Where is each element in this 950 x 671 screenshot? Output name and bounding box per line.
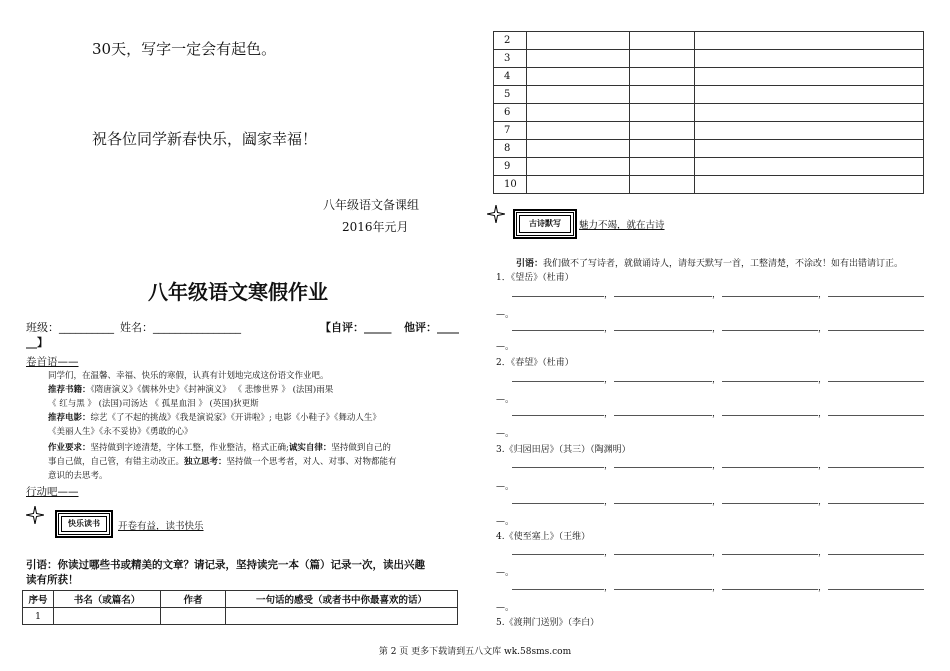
row-title-cell[interactable] [527,32,630,50]
section-caption-reading: 开卷有益，读书快乐 [118,521,204,532]
col-index: 序号 [23,591,54,608]
row-title-cell[interactable] [527,158,630,176]
poetry-guide-label: 引语： [516,259,544,269]
row-feeling-cell[interactable] [695,32,924,50]
answer-line[interactable]: ， ， ， [512,285,924,297]
row-title-cell[interactable] [527,86,630,104]
section-badge-poetry: 古诗默写 [516,212,574,236]
col-title: 书名（或篇名） [54,591,161,608]
answer-line[interactable]: ， ， ， [512,543,924,555]
requirements-line-2 [48,455,397,469]
page-title: 八年级语文寒假作业 [148,280,328,304]
row-index: 3 [494,50,527,68]
row-author-cell[interactable] [630,176,695,194]
action-heading: 行动吧—— [26,486,79,498]
reading-guide: 引语：你读过哪些书或精美的文章？请记录，坚持读完一本（篇）记录一次，读出兴趣 [26,559,425,571]
reading-guide-2: 读有所获！ [26,574,79,586]
row-index: 5 [494,86,527,104]
author-group: 八年级语文备课组 [323,198,420,212]
peer-eval-end: __】 [26,336,48,349]
section-caption-poetry: 魅力不竭，就在古诗 [579,220,665,231]
table-row [494,176,924,194]
poem-title-5: 5.《渡荆门送别》（李白） [496,618,600,628]
row-title-cell[interactable] [54,608,161,625]
row-title-cell[interactable] [527,68,630,86]
table-row [494,50,924,68]
answer-tail: —。 [496,568,515,578]
row-feeling-cell[interactable] [695,158,924,176]
answer-line[interactable]: ， ， ， [512,456,924,468]
books-text: 《隋唐演义》《儒林外史》《封神演义》 《 悲惨世界 》 (法国)雨果 [90,385,334,395]
table-row [23,608,458,625]
honest-text: 坚持做到自己的 [331,443,391,453]
row-feeling-cell[interactable] [695,104,924,122]
think-label: 独立思考： [184,457,227,467]
row-index: 6 [494,104,527,122]
answer-line[interactable]: ， ， ， [512,404,924,416]
answer-tail: —。 [496,342,515,352]
sparkle-icon [487,205,505,223]
row-title-cell[interactable] [527,104,630,122]
table-row [494,158,924,176]
row-index: 9 [494,158,527,176]
row-index: 1 [23,608,54,625]
sparkle-icon [26,506,44,524]
row-title-cell[interactable] [527,176,630,194]
row-index: 8 [494,140,527,158]
movies-text: 综艺《了不起的挑战》《我是演说家》《开讲啦》; 电影《小鞋子》《舞动人生》 [90,413,381,423]
table-row [494,68,924,86]
books-line [48,383,333,397]
poem-title-3: 3.《归园田居》（其三）（陶渊明） [496,445,631,455]
req-text-2b: 坚持做一个思考者，对人、对事、对物都能有 [226,457,397,467]
reading-log-table-continued [493,31,924,194]
table-row [494,86,924,104]
table-row [494,32,924,50]
row-author-cell[interactable] [630,140,695,158]
row-author-cell[interactable] [630,158,695,176]
poem-title-1: 1．《望岳》（杜甫） [496,273,574,283]
class-field[interactable]: 班级：__________ [26,321,114,334]
answer-tail: —。 [496,603,515,613]
requirements-line-3: 意识的去思考。 [48,471,108,481]
author-date: 2016年元月 [342,220,409,234]
page-footer: 第 2 页 更多下载请到五八文库 wk.58sms.com [378,647,572,657]
answer-tail: —。 [496,395,515,405]
col-author: 作者 [161,591,226,608]
books-text-2: 《 红与黑 》 (法国)司汤达 《 孤星血泪 》 (英国)狄更斯 [48,399,259,409]
reading-log-table [22,590,458,625]
row-index: 2 [494,32,527,50]
table-row [494,140,924,158]
requirements-line [48,441,391,455]
table-row [494,122,924,140]
col-feeling: 一句话的感受（或者书中你最喜欢的话） [226,591,458,608]
answer-line[interactable]: ， ， ， [512,370,924,382]
movies-text-2: 《美丽人生》《永不妥协》《勇敢的心》 [48,427,193,437]
row-author-cell[interactable] [630,86,695,104]
row-feeling-cell[interactable] [695,86,924,104]
row-title-cell[interactable] [527,122,630,140]
row-author-cell[interactable] [630,68,695,86]
row-author-cell[interactable] [161,608,226,625]
row-author-cell[interactable] [630,104,695,122]
row-index: 4 [494,68,527,86]
row-index: 7 [494,122,527,140]
req-text: 坚持做到字迹清楚，字体工整，作业整洁，格式正确; [90,443,289,453]
table-header-row [23,591,458,608]
movies-label: 推荐电影： [48,413,91,423]
closing-line-1: 30天，写字一定会有起色。 [92,40,277,58]
books-label: 推荐书籍： [48,385,91,395]
poem-title-4: 4.《使至塞上》（王维） [496,532,591,542]
row-feeling-cell[interactable] [695,140,924,158]
answer-line[interactable]: ， ， ， [512,319,924,331]
table-row [494,104,924,122]
row-author-cell[interactable] [630,122,695,140]
section-badge-reading: 快乐读书 [58,513,110,535]
poem-title-2: 2．《春望》（杜甫） [496,358,574,368]
preface-heading: 卷首语—— [26,356,79,368]
poetry-guide [516,256,903,269]
honest-label: 诚实自律： [288,443,332,453]
row-author-cell[interactable] [630,50,695,68]
answer-line[interactable]: ， ， ， [512,492,924,504]
preface-text: 同学们，在温馨、幸福、快乐的寒假，认真有计划地完成这份语文作业吧。 [48,371,329,381]
peer-eval-field[interactable]: 他评：____ [404,321,459,334]
self-eval-field[interactable]: 【自评：_____ [320,321,392,334]
row-feeling-cell[interactable] [226,608,458,625]
answer-line[interactable]: ， ， ， [512,578,924,590]
row-author-cell[interactable] [630,32,695,50]
answer-tail: —。 [496,517,515,527]
answer-tail: —。 [496,310,515,320]
row-feeling-cell[interactable] [695,50,924,68]
req-label: 作业要求： [48,443,91,453]
poetry-guide-text: 我们做不了写诗者，就做诵诗人，请每天默写一首，工整清楚，不涂改！如有出错请订正。 [543,259,904,269]
row-feeling-cell[interactable] [695,122,924,140]
movies-line [48,411,381,425]
row-title-cell[interactable] [527,140,630,158]
row-index: 10 [494,176,527,194]
closing-line-2: 祝各位同学新春快乐，阖家幸福！ [92,130,318,148]
req-text-2a: 事自己做，自己管，有错主动改正。 [48,457,185,467]
answer-tail: —。 [496,429,515,439]
name-field[interactable]: 姓名：________________ [120,321,241,334]
row-feeling-cell[interactable] [695,68,924,86]
row-feeling-cell[interactable] [695,176,924,194]
answer-tail: —。 [496,482,515,492]
row-title-cell[interactable] [527,50,630,68]
